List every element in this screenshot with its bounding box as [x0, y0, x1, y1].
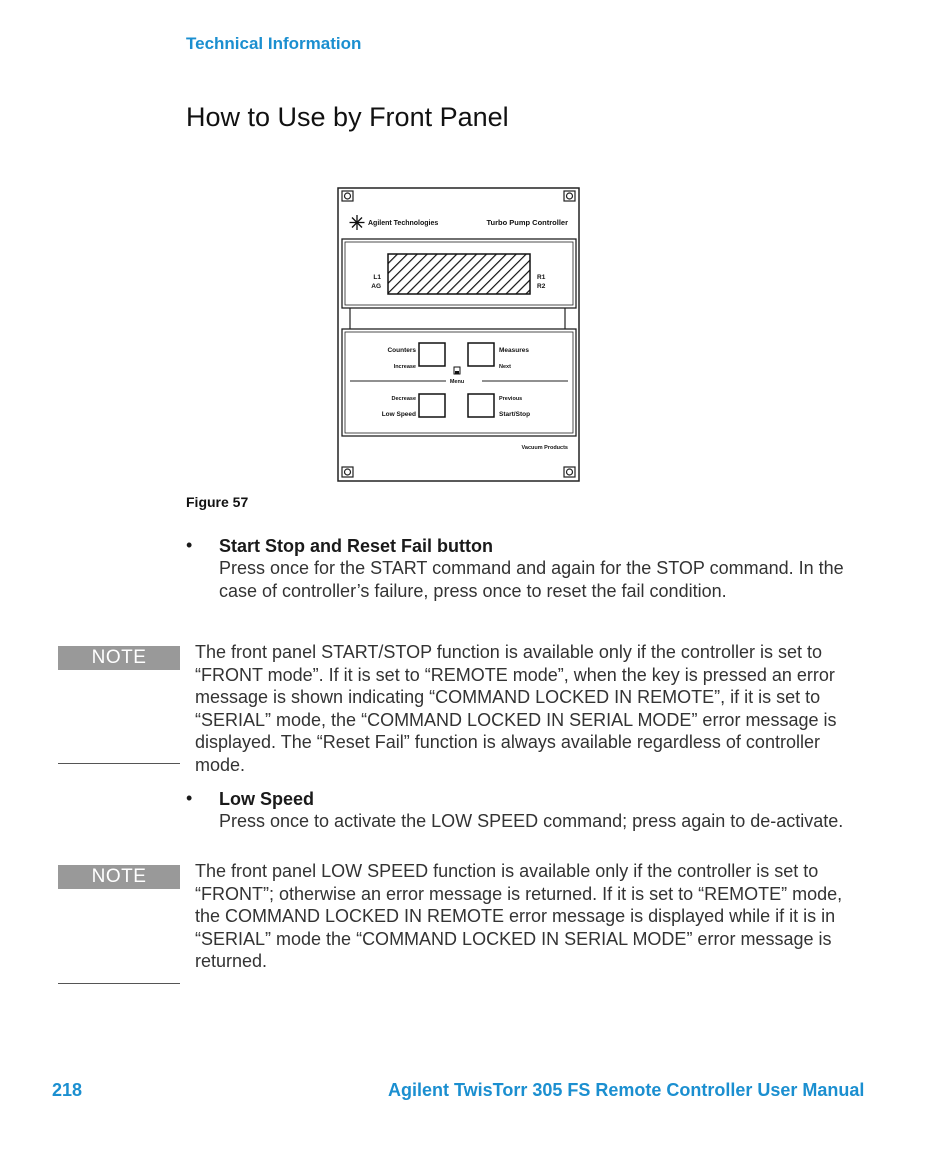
figure-caption: Figure 57 [186, 494, 249, 510]
display-right-label-2: R2 [537, 283, 546, 290]
next-label: Next [499, 364, 511, 370]
front-panel-figure [336, 186, 582, 486]
front-panel-drawing [336, 186, 582, 486]
display-left-label-1: L1 [373, 274, 381, 281]
vacuum-products-label: Vacuum Products [521, 445, 568, 451]
start-stop-key [468, 394, 494, 417]
counters-label: Counters [387, 347, 416, 354]
page-title: How to Use by Front Panel [186, 102, 509, 132]
display-left-label-2: AG [371, 283, 381, 290]
note-label: NOTE [58, 646, 180, 670]
section-header: Technical Information [186, 34, 362, 53]
product-label: Turbo Pump Controller [486, 218, 568, 227]
note-divider [58, 983, 180, 984]
previous-label: Previous [499, 396, 523, 402]
bullet-description: Press once to activate the LOW SPEED command; press again to de-activate. [219, 811, 844, 831]
menu-label: Menu [449, 379, 465, 385]
bullet-icon: • [186, 788, 193, 808]
low-speed-key [419, 394, 445, 417]
bullet-description: Press once for the START command and again for the STOP command. In the case of controller’s failure, press once to reset the fail condition. [219, 558, 844, 601]
lcd-display [388, 254, 530, 294]
note-divider [58, 763, 180, 764]
decrease-label: Decrease [391, 396, 416, 402]
note-text: The front panel LOW SPEED function is available only if the controller is set to “FRONT”; otherwise an error message is returned. If it is set to “REMOTE” mode, the COMMAND LOCKED IN REMOTE error message is displayed while if it is in “SERIAL” mode the “COMMAND LOCKED IN SERIAL MODE” error message is returned. [195, 861, 843, 971]
start-stop-label: Start/Stop [499, 411, 531, 418]
brand-label: Agilent Technologies [368, 220, 439, 227]
manual-title: Agilent TwisTorr 305 FS Remote Controller User Manual [388, 1080, 865, 1100]
note-label: NOTE [58, 865, 180, 889]
bullet-title: Start Stop and Reset Fail button [219, 536, 494, 556]
bullet-title: Low Speed [219, 789, 315, 809]
bullet-icon: • [186, 535, 193, 555]
measures-label: Measures [499, 347, 529, 354]
measures-key [468, 343, 494, 366]
counters-key [419, 343, 445, 366]
page-number: 218 [52, 1080, 83, 1100]
note-text: The front panel START/STOP function is available only if the controller is set to “FRONT mode”. If it is set to “REMOTE mode”, when the key is pressed an error message is shown indicating “COMMAND LOCKED IN REMOTE”, if it is set to “SERIAL” mode, the “COMMAND LOCKED IN SERIAL MODE” error message is displayed. The “Reset Fail” function is always available regardless of controller mode. [195, 642, 837, 775]
increase-label: Increase [393, 364, 416, 370]
low-speed-label: Low Speed [381, 411, 416, 418]
display-right-label-1: R1 [537, 274, 546, 281]
